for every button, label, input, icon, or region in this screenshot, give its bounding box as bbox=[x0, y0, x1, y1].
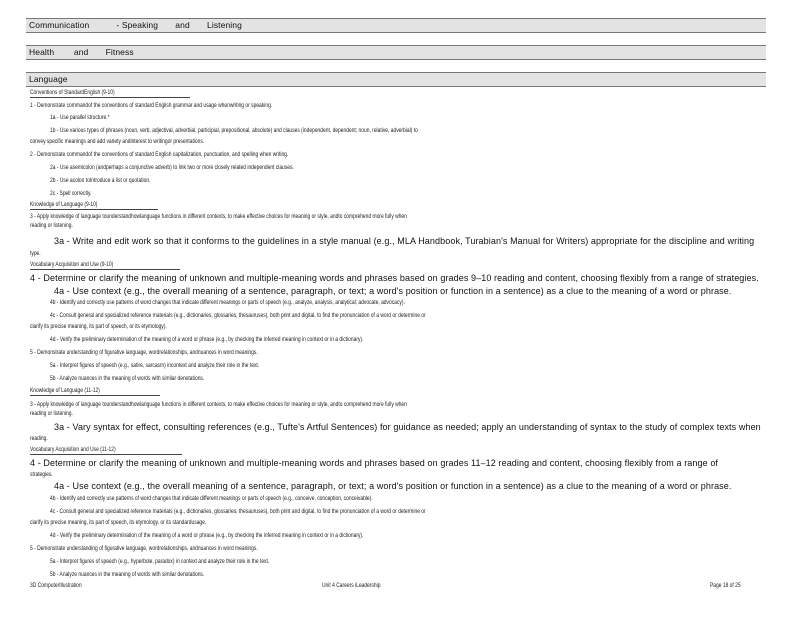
heading-underline bbox=[30, 395, 160, 396]
standard-3-cont: reading or listening. bbox=[30, 222, 73, 229]
heading-underline bbox=[30, 97, 190, 98]
heading-underline bbox=[30, 454, 182, 455]
standard-4-11-12-cont: strategies. bbox=[30, 471, 53, 478]
standard-1b-cont: convey specific meanings and add variety andinterest to writingor presentations. bbox=[30, 138, 205, 145]
heading-vocabulary-9-10: Vocabulary Acquisition and Use (9-10) bbox=[30, 261, 114, 268]
standard-2: 2 - Demonstrate commandof the conventions of standard English capitalization, punctuation, and spelling when writing. bbox=[30, 151, 289, 158]
heading-underline bbox=[30, 209, 158, 210]
standard-2a: 2a - Use asemicolon (andperhaps a conjunctive adverb) to link two or more closely related independent clauses. bbox=[50, 164, 294, 171]
standard-4a: 4a - Use context (e.g., the overall meaning of a sentence, paragraph, or text; a word's position or function in a sentence) as a clue to the meaning of a word or phrase. bbox=[54, 286, 732, 296]
standard-1a: 1a - Use parallel structure.* bbox=[50, 114, 110, 121]
standard-4c: 4c - Consult general and specialized reference materials (e.g., dictionaries, glossaries, thesauruses), both print and digital, to find the pronunciation of a word or determine or bbox=[50, 312, 426, 319]
standard-4b: 4b - Identify and correctly use patterns of word changes that indicate different meanings or parts of speech (e.g., analyze, analysis, analytical; advocate, advocacy). bbox=[50, 299, 405, 306]
standard-3a-11-12: 3a - Vary syntax for effect, consulting references (e.g., Tufte's Artful Sentences) for guidance as needed; apply an understanding of syntax to the study of complex texts when bbox=[54, 422, 761, 432]
standard-5b-11-12: 5b - Analyze nuances in the meaning of words with similar denotations. bbox=[50, 571, 205, 578]
standard-2c: 2c - Spell correctly. bbox=[50, 190, 92, 197]
standard-4a-11-12: 4a - Use context (e.g., the overall meaning of a sentence, paragraph, or text; a word's position or function in a sentence) as a clue to the meaning of a word or phrase. bbox=[54, 481, 732, 491]
standard-5: 5 - Demonstrate understanding of figurative language, wordrelationships, andnuances in word meanings. bbox=[30, 349, 258, 356]
standard-4c-11-12: 4c - Consult general and specialized reference materials (e.g., dictionaries, glossaries, thesauruses), both print and digital, to find the pronunciation of a word or determine or bbox=[50, 508, 426, 515]
standard-5-11-12: 5 - Demonstrate understanding of figurative language, wordrelationships, andnuances in word meanings. bbox=[30, 545, 258, 552]
standard-2b: 2b - Use acolon toIntroduce a list or quotation. bbox=[50, 177, 151, 184]
standard-3a-11-12-cont: reading. bbox=[30, 435, 48, 442]
standard-4: 4 - Determine or clarify the meaning of unknown and multiple-meaning words and phrases based on grades 9–10 reading and content, choosing flexibly from a range of strategies. bbox=[30, 273, 759, 283]
standard-3a-cont: type. bbox=[30, 250, 41, 257]
standard-3a: 3a - Write and edit work so that it conforms to the guidelines in a style manual (e.g., MLA Handbook, Turabian's Manual for Writers) appropriate for the discipline and writing bbox=[54, 236, 755, 246]
standard-1b: 1b - Use various types of phrases (noun, verb, adjectival, adverbial, participial, prepositional, absolute) and clauses (independent, dependent; noun, relative, adverbial) to bbox=[50, 127, 418, 134]
standard-4d: 4d - Verify the preliminary determination of the meaning of a word or phrase (e.g., by checking the inferred meaning in context or in a dictionary). bbox=[50, 336, 364, 343]
standard-4b-11-12: 4b - Identify and correctly use patterns of word changes that indicate different meanings or parts of speech (e.g., conceive, conception, conceivable). bbox=[50, 495, 373, 502]
standard-3-11-12: 3 - Apply knowledge of language tounderstandhowlanguage functions in different contexts, to make effective choices for meaning or style, andto comprehend more fully when bbox=[30, 401, 407, 408]
standard-4c-cont: clarify its precise meaning, its part of speech, or its etymology). bbox=[30, 323, 167, 330]
standard-3: 3 - Apply knowledge of language tounderstandhowlanguage functions in different contexts, to make effective choices for meaning or style, andto comprehend more fully when bbox=[30, 213, 407, 220]
section-bar-communication: Communication - Speaking and Listening bbox=[26, 18, 766, 33]
standard-4-11-12: 4 - Determine or clarify the meaning of unknown and multiple-meaning words and phrases based on grades 11–12 reading and content, choosing flexibly from a range of bbox=[30, 458, 719, 468]
section-bar-language: Language bbox=[26, 72, 766, 87]
standard-4d-11-12: 4d - Verify the preliminary determination of the meaning of a word or phrase (e.g., by checking the inferred meaning in context or in a dictionary). bbox=[50, 532, 364, 539]
footer-page-number: Page 18 of 25 bbox=[710, 582, 741, 589]
heading-vocabulary-11-12: Vocabulary Acquisition and Use (11-12) bbox=[30, 446, 116, 453]
standard-3-11-12-cont: reading or listening. bbox=[30, 410, 73, 417]
standard-5b: 5b - Analyze nuances in the meaning of words with similar denotations. bbox=[50, 375, 205, 382]
footer-unit: Unit 4 Careers iLeadership bbox=[322, 582, 381, 589]
heading-knowledge-9-10: Knowledge of Language (9-10) bbox=[30, 201, 98, 208]
standard-5a: 5a - Interpret figures of speech (e.g., satire, sarcasm) incontext and analyze their role in the text. bbox=[50, 362, 260, 369]
standard-1: 1 - Demonstrate commandof the conventions of standard English grammar and usage whenwriting or speaking. bbox=[30, 102, 273, 109]
footer-course: 3D ComputerIllustration bbox=[30, 582, 82, 589]
heading-conventions: Conventions of StandardEnglish (9-10) bbox=[30, 89, 115, 96]
standard-5a-11-12: 5a - Interpret figures of speech (e.g., hyperbole, paradox) in context and analyze their role in the text. bbox=[50, 558, 270, 565]
section-bar-health: Health and Fitness bbox=[26, 45, 766, 60]
heading-underline bbox=[30, 269, 180, 270]
standard-4c-11-12-cont: clarify its precise meaning, its part of speech, its etymology, or its standardusage. bbox=[30, 519, 207, 526]
heading-knowledge-11-12: Knowledge of Language (11-12) bbox=[30, 387, 100, 394]
